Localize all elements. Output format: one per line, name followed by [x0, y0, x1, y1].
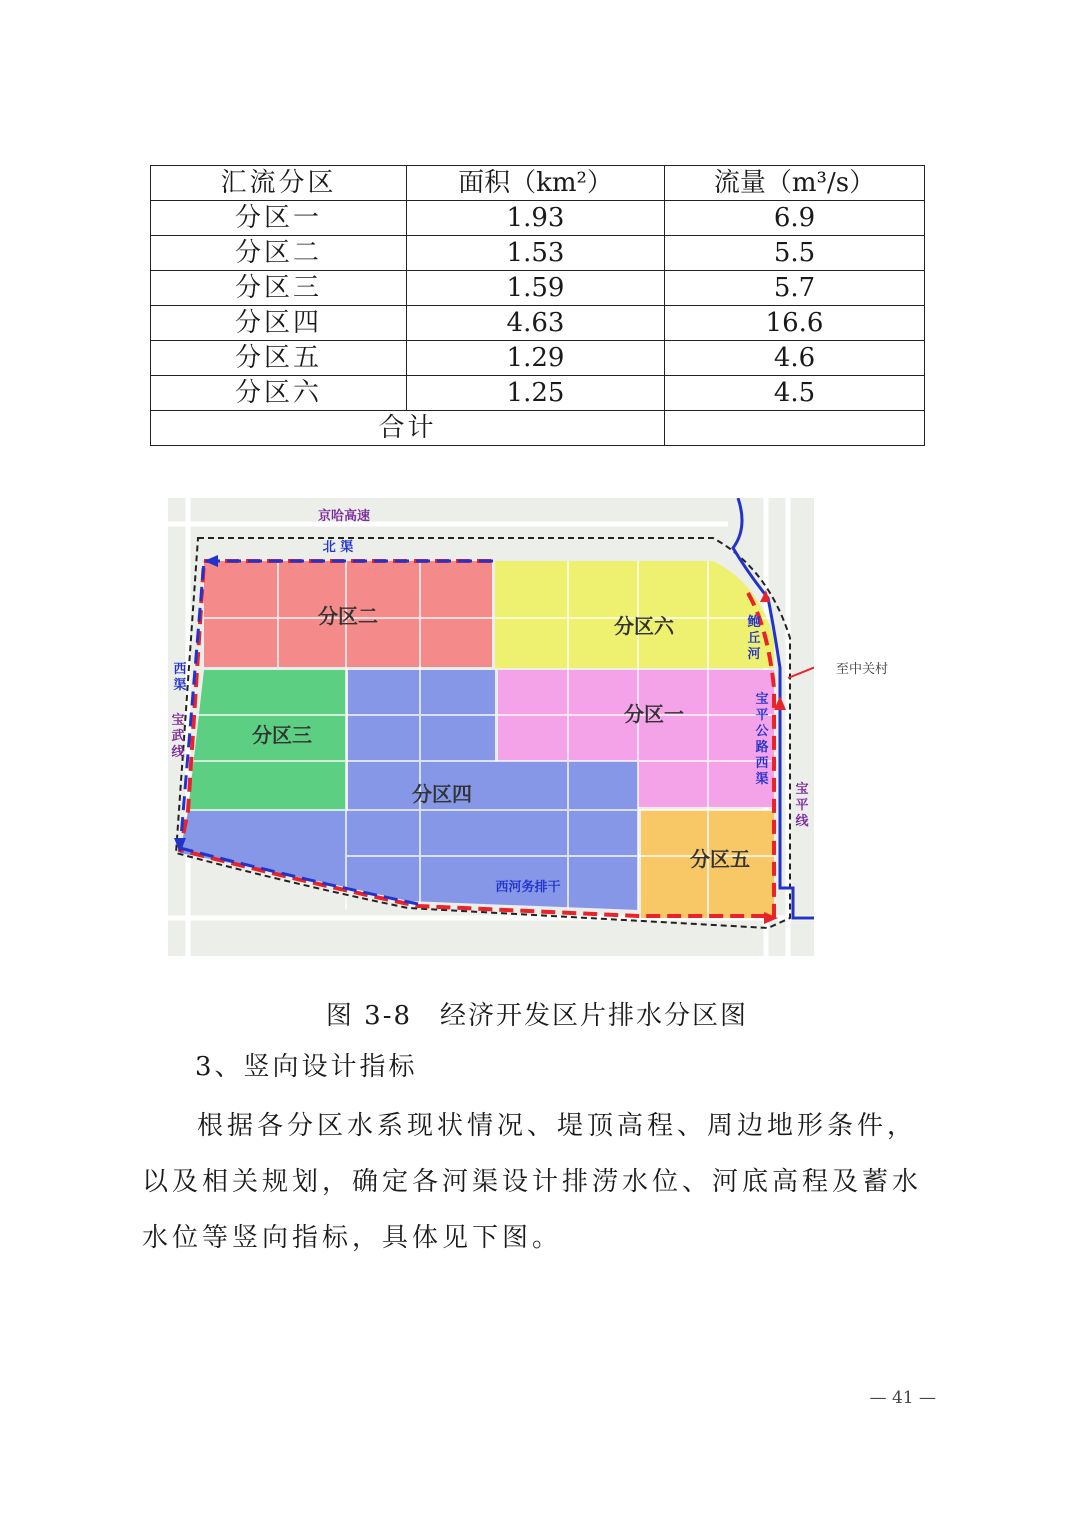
east-canal-label: 公	[755, 724, 769, 739]
table-row	[151, 341, 925, 376]
page-number: — 41 —	[869, 1388, 936, 1408]
zone-cell: 分区五	[151, 341, 407, 376]
drainage-zone-map	[168, 498, 814, 956]
figure-caption: 图 3-8 经济开发区片排水分区图	[325, 1001, 749, 1031]
baoqiu-river-label: 鲍	[747, 615, 761, 630]
baowu-line-label: 线	[171, 745, 185, 760]
flow-table	[150, 165, 925, 446]
total-label: 合计	[151, 411, 665, 446]
table-row	[151, 376, 925, 411]
east-canal-label: 路	[755, 740, 769, 755]
baoqiu-river-label: 河	[747, 647, 761, 662]
area-cell: 1.53	[407, 236, 665, 271]
flow-cell: 6.9	[665, 201, 925, 236]
zone-4-label: 分区四	[412, 782, 472, 806]
header-area: 面积（km²）	[407, 166, 665, 201]
table-row	[151, 271, 925, 306]
east-canal-label: 渠	[755, 772, 769, 787]
zone-cell: 分区三	[151, 271, 407, 306]
total-value	[665, 411, 925, 446]
header-flow: 流量（m³/s）	[665, 166, 925, 201]
table-row	[151, 201, 925, 236]
zone-cell: 分区六	[151, 376, 407, 411]
body-paragraph: 根据各分区水系现状情况、堤顶高程、周边地形条件，以及相关规划，确定各河渠设计排涝水位、河底高程及蓄水水位等竖向指标，具体见下图。	[142, 1111, 923, 1253]
baoping-line-label: 平	[795, 798, 809, 813]
flow-cell: 4.6	[665, 341, 925, 376]
highway-label: 京哈高速	[317, 509, 371, 524]
east-canal-label: 西	[755, 756, 769, 771]
table-row	[151, 236, 925, 271]
north-canal-label: 北 渠	[322, 540, 354, 555]
flow-cell: 4.5	[665, 376, 925, 411]
east-canal-label: 宝	[755, 692, 769, 707]
west-canal-label: 渠	[173, 678, 187, 693]
baoping-line-label: 线	[795, 814, 809, 829]
zone-3-label: 分区三	[252, 723, 312, 747]
east-canal-label: 平	[755, 708, 769, 723]
area-cell: 1.29	[407, 341, 665, 376]
zone-2-label: 分区二	[318, 604, 378, 628]
zone-1-label: 分区一	[624, 702, 684, 726]
table-header-row	[151, 166, 925, 201]
baowu-line-label: 武	[171, 729, 185, 744]
area-cell: 4.63	[407, 306, 665, 341]
section-heading: 3、竖向设计指标	[195, 1052, 418, 1082]
baoqiu-river-label: 丘	[747, 631, 761, 646]
table-row	[151, 306, 925, 341]
baowu-line-label: 宝	[171, 713, 185, 728]
area-cell: 1.59	[407, 271, 665, 306]
table-total-row	[151, 411, 925, 446]
to-village-label: 至中关村	[836, 662, 889, 677]
south-drain-label: 西河务排干	[495, 880, 561, 895]
west-canal-label: 西	[173, 662, 187, 677]
area-cell: 1.93	[407, 201, 665, 236]
zone-5-label: 分区五	[690, 847, 750, 871]
zone-cell: 分区二	[151, 236, 407, 271]
header-zone: 汇流分区	[151, 166, 407, 201]
flow-cell: 16.6	[665, 306, 925, 341]
zone-6-label: 分区六	[614, 614, 674, 638]
zone-cell: 分区四	[151, 306, 407, 341]
baoping-line-label: 宝	[795, 782, 809, 797]
area-cell: 1.25	[407, 376, 665, 411]
flow-cell: 5.7	[665, 271, 925, 306]
zone-cell: 分区一	[151, 201, 407, 236]
flow-cell: 5.5	[665, 236, 925, 271]
